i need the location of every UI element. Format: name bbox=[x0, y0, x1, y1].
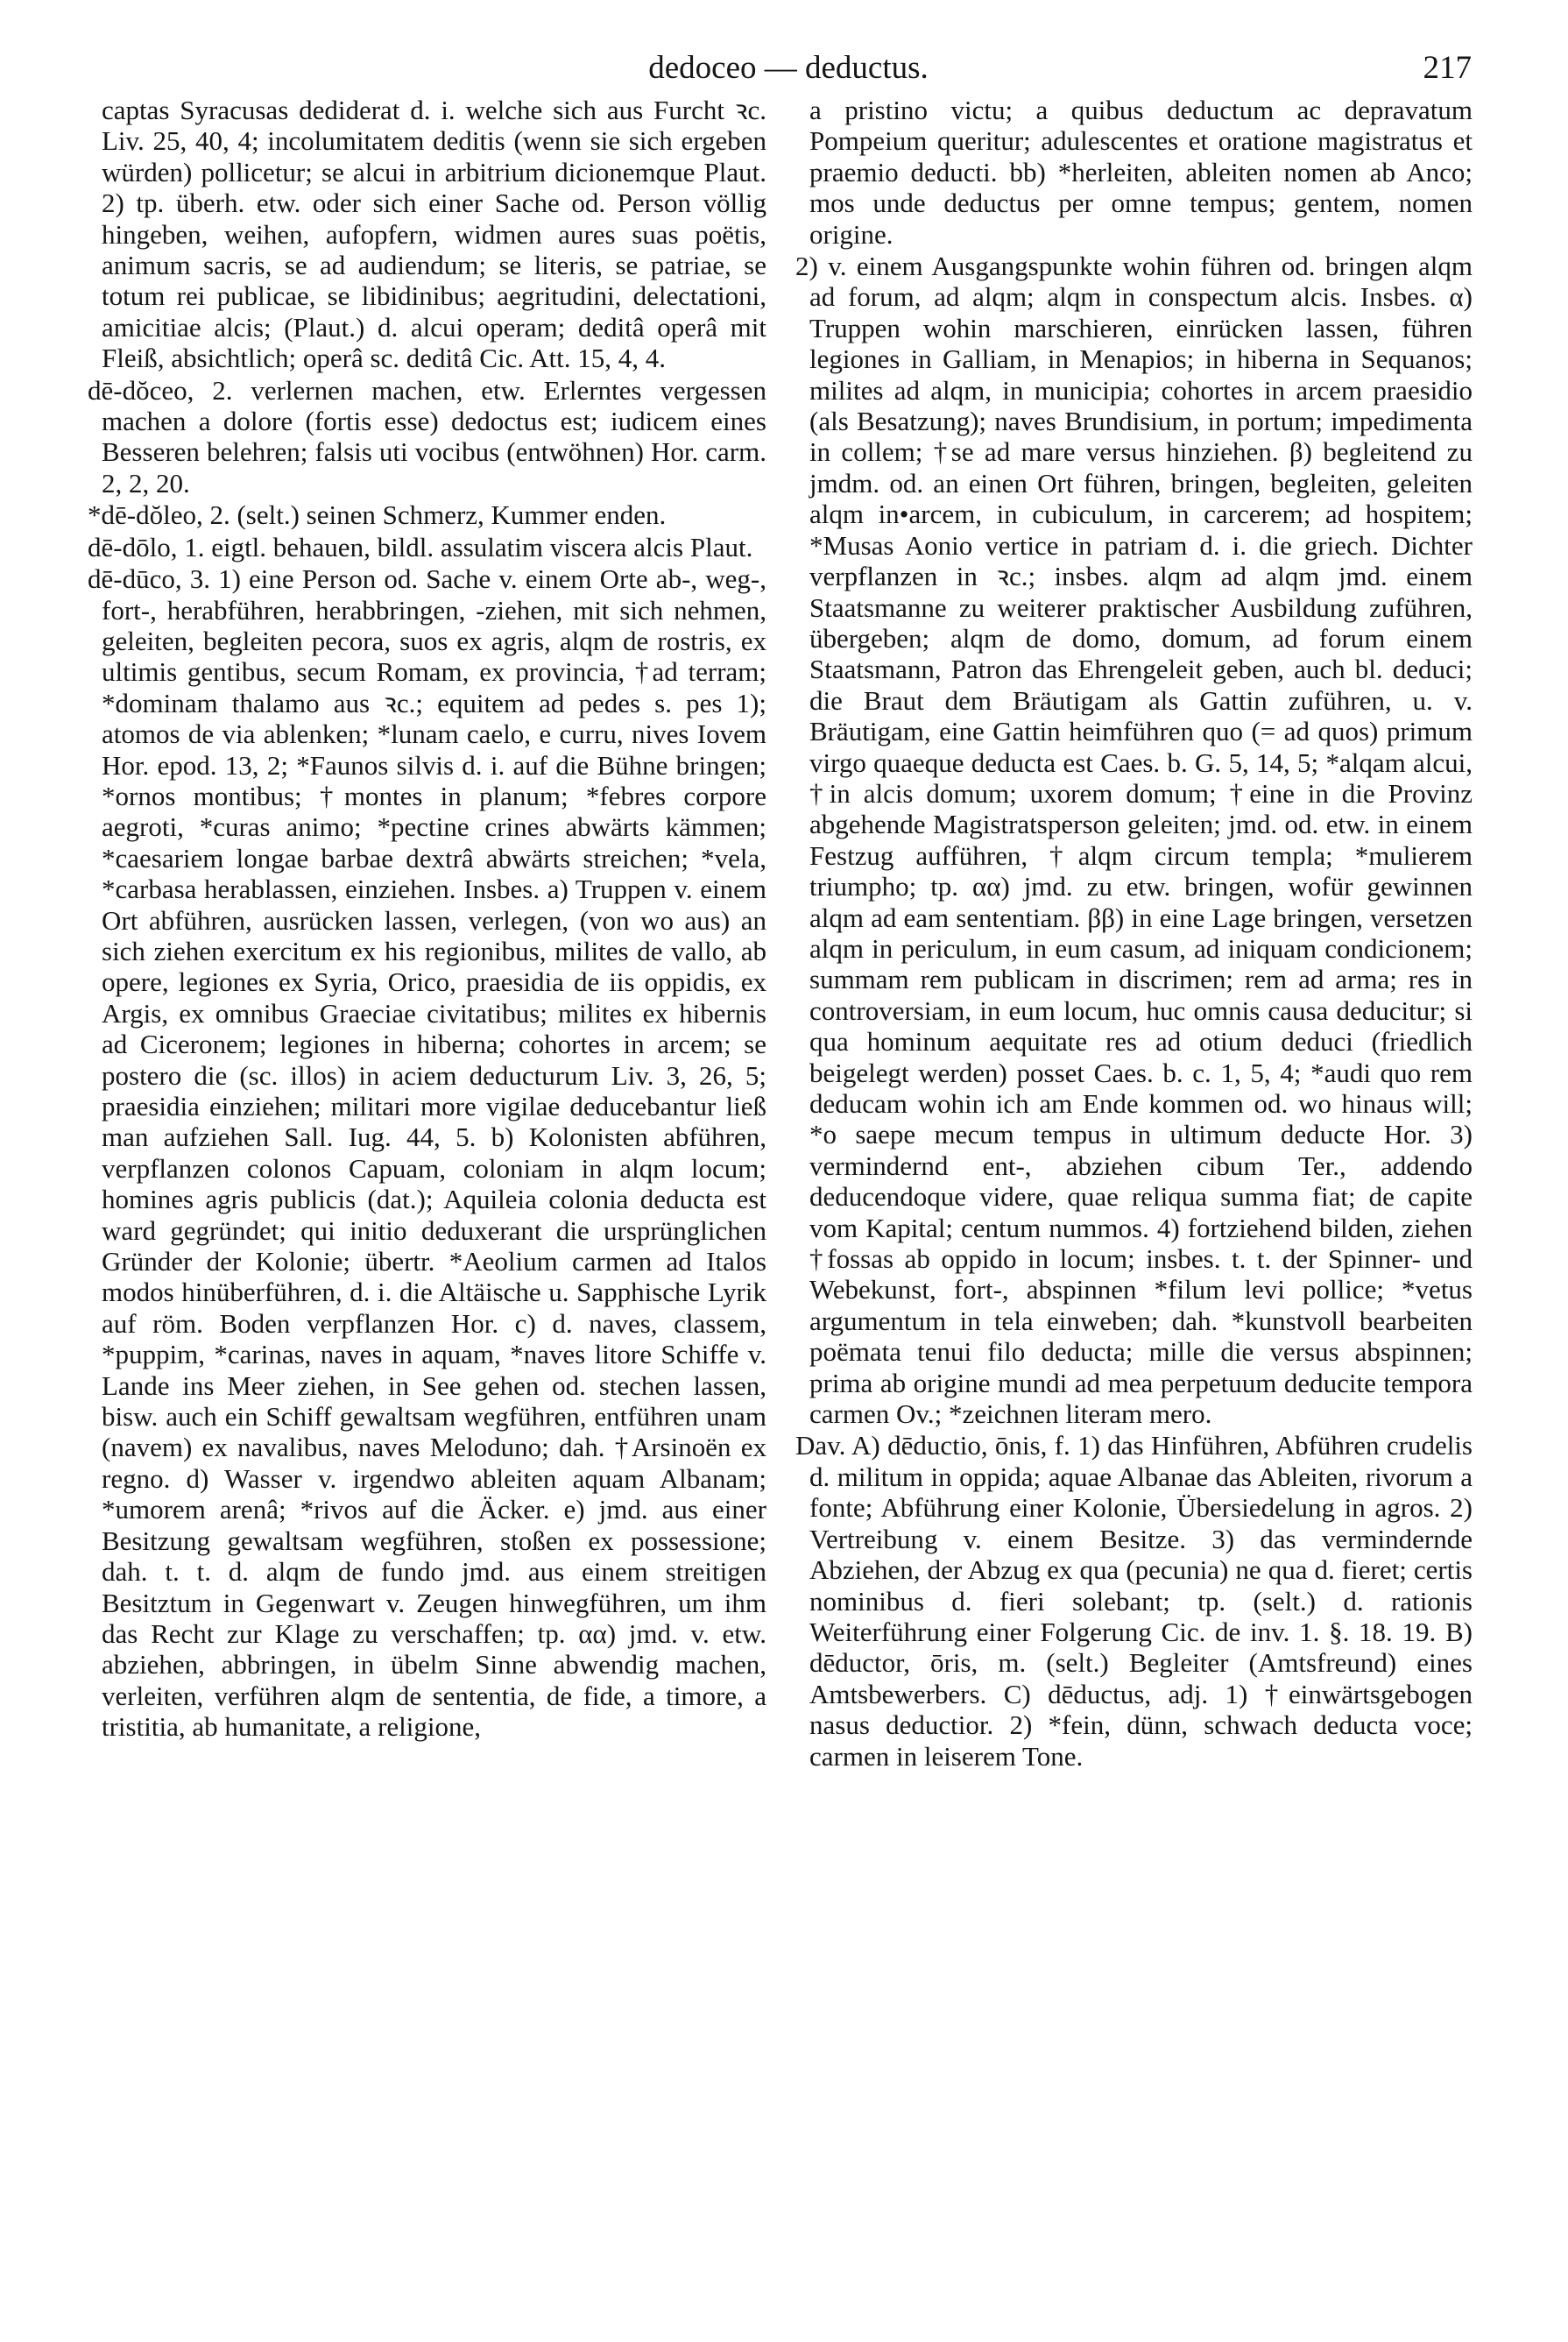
entry-dedolo: dē-dōlo, 1. eigtl. behauen, bildl. assulatim viscera alcis Plaut. bbox=[88, 531, 753, 563]
page-header bbox=[105, 42, 1472, 95]
right-column bbox=[795, 95, 1473, 2320]
entry-deduco: dē-dūco, 3. 1) eine Person od. Sache v. einem Orte ab-, weg-, fort-, herabführen, herabbringen, -ziehen, mit sich nehmen, geleiten, begleiten pecora, suos ex agris, alqm de rostris, ex ultimis gentibus, secum Romam, ex provincia, †ad terram; *dominam thalamo aus ꝛc.; equitem ad pedes s. pes 1); atomos de via ablenken; *lunam caelo, e curru, nives Iovem Hor. epod. 13, 2; *Faunos silvis d. i. auf die Bühne bringen; *ornos montibus; †montes in planum; *febres corpore aegroti, *curas animo; *pectine crines abwärts kämmen; *caesariem longae barbae dextrâ abwärts streichen; *vela, *carbasa herablassen, einziehen. Insbes. a) Truppen v. einem Ort abführen, ausrücken lassen, verlegen, (von wo aus) an sich ziehen exercitum ex his regionibus, milites de vallo, ab opere, legiones ex Syria, Orico, praesidia de iis oppidis, ex Argis, ex omnibus Graeciae civitatibus; milites ex hibernis ad Ciceronem; legiones in hiberna; cohortes in arcem; se postero die (sc. illos) in aciem deducturum Liv. 3, 26, 5; praesidia einziehen; militari more vigilae deducebantur ließ man aufziehen Sall. Iug. 44, 5. b) Kolonisten abführen, verpflanzen colonos Capuam, coloniam in alqm locum; homines agris publicis (dat.); Aquileia colonia deducta est ward gegründet; qui initio deduxerant die ursprünglichen Gründer der Kolonie; übertr. *Aeolium carmen ad Italos modos hinüberführen, d. i. die Altäische u. Sapphische Lyrik auf röm. Boden verpflanzen Hor. c) d. naves, classem, *puppim, *carinas, naves in aquam, *naves litore Schiffe v. Lande ins Meer ziehen, in See gehen od. stechen lassen, bisw. auch ein Schiff gewaltsam wegführen, entführen unam (navem) ex navalibus, naves Meloduno; dah. †Arsinoën ex regno. d) Wasser v. irgendwo ableiten aquam Albanam; *umorem arenâ; *rivos auf die Äcker. e) jmd. aus einer Besitzung gewaltsam wegführen, stoßen ex possessione; dah. t. t. d. alqm de fundo jmd. aus einem streitigen Besitztum in Gegenwart v. Zeugen hinwegführen, um ihm das Recht zur Klage zu verschaffen; tp. αα) jmd. v. etw. abziehen, abbringen, in übelm Sinne abwendig machen, verleiten, verführen alqm de sententia, de fide, a timore, a tristitia, ab humanitate, a religione, bbox=[88, 563, 766, 1743]
entry-continuation: captas Syracusas dediderat d. i. welche sich aus Furcht ꝛc. Liv. 25, 40, 4; incolumitatem deditis (wenn sie sich ergeben würden) pollicetur; se alcui in arbitrium dicionemque Plaut. 2) tp. überh. etw. oder sich einer Sache od. Person völlig hingeben, weihen, aufopfern, widmen aures suas poëtis, animum sacris, se ad audiendum; se literis, se patriae, se totum rei publicae, se libidinibus; aegritudini, delectationi, amicitiae alcis; (Plaut.) d. alcui operam; deditâ operâ mit Fleiß, absichtlich; operâ sc. deditâ Cic. Att. 15, 4, 4. bbox=[102, 95, 766, 374]
entry-dedoleo: *dē-dŏleo, 2. (selt.) seinen Schmerz, Kummer enden. bbox=[88, 499, 667, 531]
page-number: 217 bbox=[1423, 50, 1472, 86]
entry-deduco-sense-2: 2) v. einem Ausgangspunkte wohin führen od. bringen alqm ad forum, ad alqm; alqm in conspectum alcis. Insbes. α) Truppen wohin marschieren, einrücken lassen, führen legiones in Galliam, in Menapios; in hiberna in Sequanos; milites ad alqm, in municipia; cohortes in arcem praesidio (als Besatzung); naves Brundisium, in portum; impedimenta in collem; †se ad mare versus hinziehen. β) begleitend zu jmdm. od. an einen Ort führen, bringen, begleiten, geleiten alqm in•arcem, in cubiculum, in carcerem; ad hospitem; *Musas Aonio vertice in patriam d. i. die griech. Dichter verpflanzen in ꝛc.; insbes. alqm ad alqm jmd. einem Staatsmanne zu weiterer praktischer Ausbildung zuführen, übergeben; alqm de domo, domum, ad forum einem Staatsmann, Patron das Ehrengeleit geben, auch bl. deduci; die Braut dem Bräutigam als Gattin zuführen, u. v. Bräutigam, eine Gattin heimführen quo (= ad quos) primum virgo quaeque deducta est Caes. b. G. 5, 14, 5; *alqam alcui, †in alcis domum; uxorem domum; †eine in die Provinz abgehende Magistratsperson geleiten; jmd. od. etw. in einem Festzug aufführen, †alqm circum templa; *mulierem triumpho; tp. αα) jmd. zu etw. bringen, wofür gewinnen alqm ad eam sententiam. ββ) in eine Lage bringen, versetzen alqm in periculum, in eum casum, ad iniquam condicionem; summam rem publicam in discrimen; rem ad arma; res in controversiam, in eum locum, huc omnis causa deducitur; si qua hominum aequitate res ad otium deduci (friedlich beigelegt werden) posset Caes. b. c. 1, 5, 4; *audi quo rem deducam wohin ich am Ende kommen od. wo hinaus will; *o saepe mecum tempus in ultimum deducte Hor. 3) vermindernd ent-, abziehen cibum Ter., addendo deducendoque videre, quae reliqua summa fiat; de capite vom Kapital; centum nummos. 4) fortziehend bilden, ziehen †fossas ab oppido in locum; insbes. t. t. der Spinner- und Webekunst, fort-, abspinnen *filum levi pollice; *vetus argumentum in tela einweben; dah. *kunstvoll bearbeiten poëmata tenui filo deducta; mille die versus abspinnen; prima ab origine mundi ad mea perpetuum deducite tempora carmen Ov.; *zeichnen literam mero. bbox=[795, 251, 1473, 1430]
left-column bbox=[88, 95, 766, 2320]
entry-dedoceo: dē-dŏceo, 2. verlernen machen, etw. Erlerntes vergessen machen a dolore (fortis esse) dedoctus est; iudicem eines Besseren belehren; falsis uti vocibus (entwöhnen) Hor. carm. 2, 2, 20. bbox=[88, 374, 766, 499]
derivatives-block: Dav. A) dēductio, ōnis, f. 1) das Hinführen, Abführen crudelis d. militum in oppida; aquae Albanae das Ableiten, rivorum a fonte; Abführung einer Kolonie, Übersiedelung in agros. 2) Vertreibung v. einem Besitze. 3) das vermindernde Abziehen, der Abzug ex qua (pecunia) ne qua d. fieret; certis nominibus d. fieri solebant; tp. (selt.) d. rationis Weiterführung einer Folgerung Cic. de inv. 1. §. 18. 19. B) dēductor, ōris, m. (selt.) Begleiter (Amtsfreund) eines Amtsbewerbers. C) dēductus, adj. 1) †einwärtsgebogen nasus deductior. 2) *fein, dünn, schwach deducta voce; carmen in leiserem Tone. bbox=[795, 1430, 1473, 1772]
entry-deduco-continuation: a pristino victu; a quibus deductum ac depravatum Pompeium queritur; adulescentes et oratione magistratus et praemio deducti. bb) *herleiten, ableiten nomen ab Anco; mos unde deductus per omne tempus; gentem, nomen origine. bbox=[809, 95, 1473, 250]
running-head: dedoceo — deductus. bbox=[648, 50, 929, 86]
